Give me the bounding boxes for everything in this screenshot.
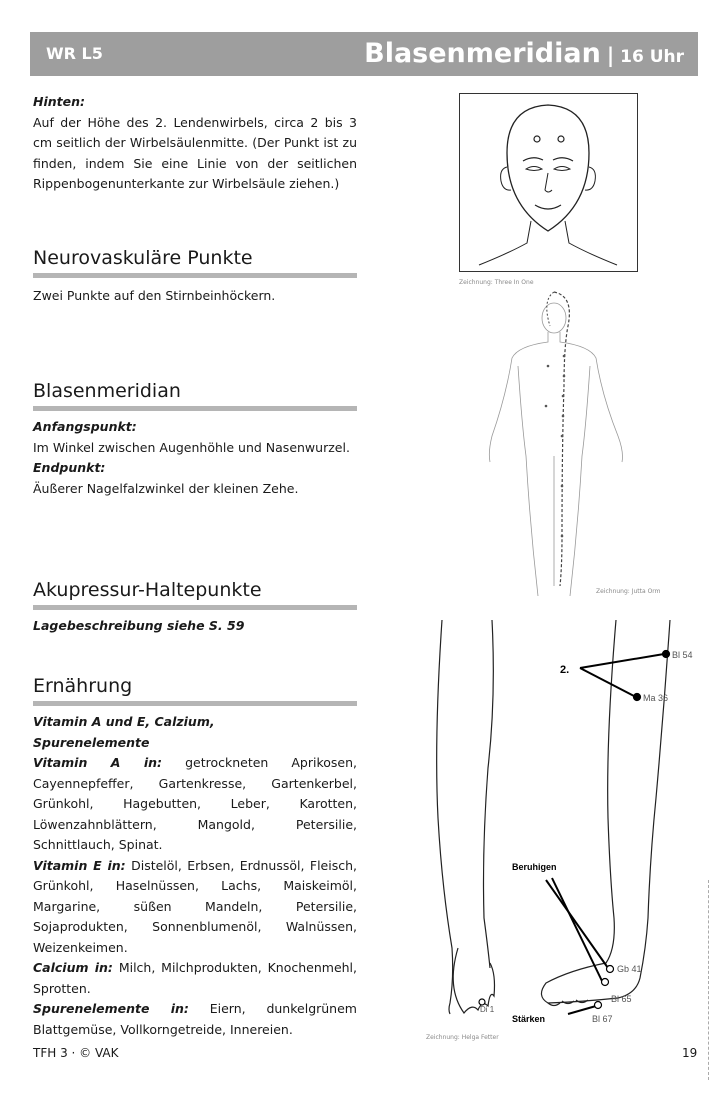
meridian-end-text: Äußerer Nagelfalzwinkel der kleinen Zehe. — [33, 480, 299, 496]
nutrition-section — [33, 674, 357, 1040]
nutrition-item — [33, 999, 357, 1040]
neurovascular-text: Zwei Punkte auf den Stirnbeinhöckern. — [33, 288, 276, 303]
point-bl54 — [663, 651, 670, 658]
meridian-start-label: Anfangspunkt: — [33, 419, 137, 434]
meridian-end-label: Endpunkt: — [33, 460, 106, 475]
nutrition-item — [33, 753, 357, 856]
heading-rule — [33, 406, 357, 411]
section-code: WR L5 — [46, 44, 103, 63]
label-gb41: Gb 41 — [617, 964, 642, 974]
acupressure-text: Lagebeschreibung siehe S. 59 — [33, 618, 245, 633]
legs-illustration — [420, 618, 700, 1028]
label-beruhigen: Beruhigen — [512, 862, 557, 872]
face-illustration — [459, 93, 638, 272]
legs-caption: Zeichnung: Helga Fetter — [426, 1034, 499, 1041]
heading-rule — [33, 701, 357, 706]
title-separator: | — [606, 43, 615, 67]
nutrition-item-text: getrockneten Aprikosen, Cayennepfeffer, Gartenkresse, Gartenkerbel, Grünkohl, Hagebutten, Leber, Karotten, Löwenzahnblättern, Mangold, Petersilie, Schnittlauch, Spinat. — [33, 755, 358, 852]
nutrition-sub1: Vitamin A und E, Calzium, — [33, 714, 215, 729]
meridian-start-text: Im Winkel zwischen Augenhöhle und Nasenwurzel. — [33, 439, 350, 455]
label-2: 2. — [560, 664, 570, 676]
nutrition-item-text: Milch, Milchprodukten, Knochenmehl, Sprotten. — [33, 960, 357, 996]
nutrition-heading: Ernährung — [33, 675, 133, 697]
meridian-section — [33, 379, 357, 499]
point-bl65 — [602, 979, 609, 986]
hinten-label: Hinten: — [33, 94, 85, 109]
label-ma36: Ma 36 — [643, 693, 669, 703]
title-time: 16 Uhr — [620, 47, 684, 67]
neurovascular-section — [33, 246, 357, 307]
title-text: Blasenmeridian — [364, 38, 601, 69]
point-ma36 — [634, 694, 641, 701]
page-title — [364, 38, 684, 69]
body-meridian-illustration — [478, 286, 638, 606]
label-bl65: Bl 65 — [611, 994, 632, 1004]
nutrition-item-label: Vitamin E in: — [33, 857, 126, 873]
page-number: 19 — [682, 1046, 698, 1060]
heading-rule — [33, 605, 357, 610]
label-bl54: Bl 54 — [672, 650, 693, 660]
header-bar — [30, 32, 698, 76]
hinten-text: Auf der Höhe des 2. Lendenwirbels, circa 2 bis 3 cm seitlich der Wirbelsäulenmitte. (Der Punkt ist zu finden, indem Sie eine Linie von der seitlichen Rippenbogenunterkante zur Wirbelsäule ziehen.) — [33, 114, 357, 191]
nutrition-item-label: Vitamin A in: — [33, 755, 163, 770]
label-staerken: Stärken — [512, 1014, 546, 1024]
nutrition-item — [33, 958, 357, 999]
acupressure-section — [33, 578, 357, 637]
nutrition-item-label: Calcium in: — [33, 960, 113, 975]
footer-copyright: TFH 3 · © VAK — [33, 1046, 119, 1060]
label-di1: Di 1 — [480, 1005, 495, 1014]
nutrition-item-text: Eiern, dunkelgrünem Blattgemüse, Vollkorngetreide, Innereien. — [33, 1001, 357, 1037]
hinten-block — [33, 92, 357, 195]
nutrition-sub2: Spurenelemente — [33, 734, 150, 750]
label-bl67: Bl 67 — [592, 1014, 613, 1024]
nutrition-item-label: Spurenelemente in: — [33, 1001, 189, 1016]
heading-rule — [33, 273, 357, 278]
meridian-heading: Blasenmeridian — [33, 380, 181, 402]
point-bl67 — [595, 1002, 602, 1009]
nutrition-item — [33, 856, 357, 959]
body-caption: Zeichnung: Jutta Orm — [596, 588, 661, 595]
page-edge — [708, 880, 709, 1080]
point-gb41 — [607, 966, 614, 973]
acupressure-heading: Akupressur-Haltepunkte — [33, 579, 262, 601]
face-caption: Zeichnung: Three In One — [459, 279, 534, 286]
neurovascular-heading: Neurovaskuläre Punkte — [33, 247, 253, 269]
nutrition-item-text: Distelöl, Erbsen, Erdnussöl, Fleisch, Grünkohl, Haselnüssen, Lachs, Maiskeimöl, Margarine, süßen Mandeln, Petersilie, Sojaprodukten, Sonnenblumenöl, Walnüssen, Weizenkeimen. — [33, 857, 357, 955]
